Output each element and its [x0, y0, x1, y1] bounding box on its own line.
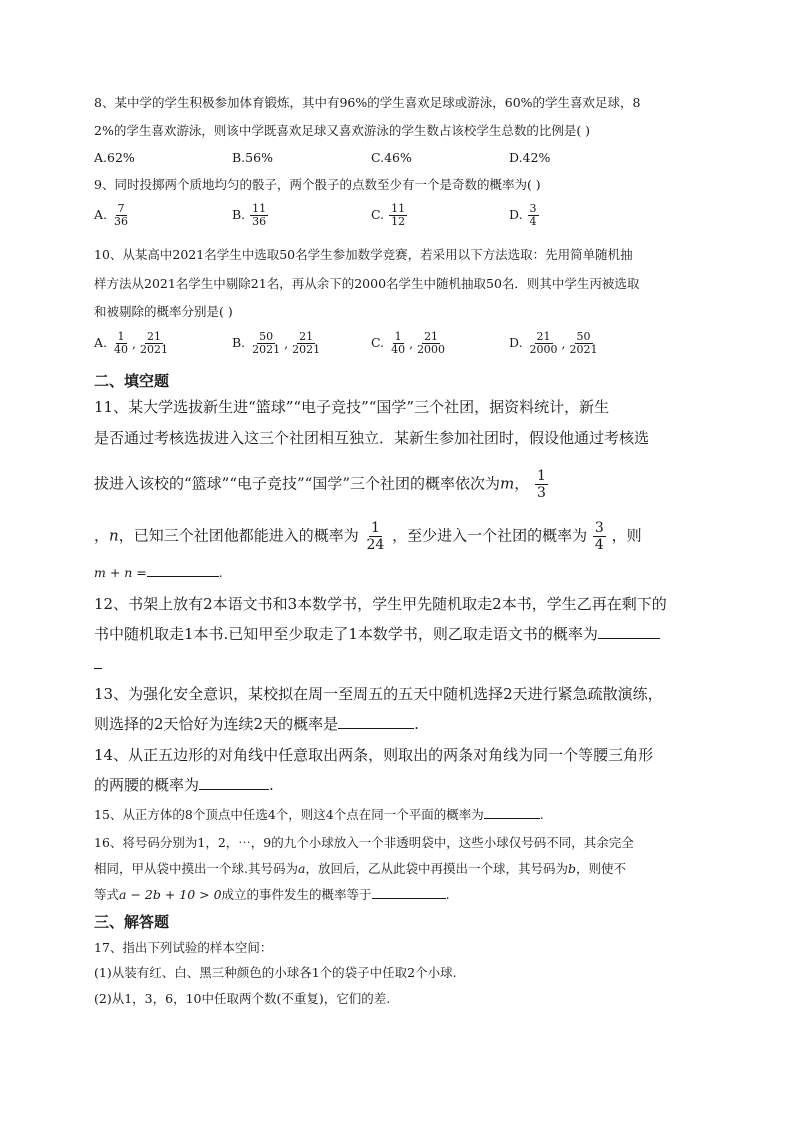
- option-label: A.: [94, 207, 108, 222]
- q10-line1: 10、从某高中2021名学生中选取50名学生参加数学竞赛，若采用以下方法选取：先用简单随机抽: [94, 247, 633, 262]
- q11-line2: 是否通过考核选拔进入这三个社团相互独立．某新生参加社团时，假设他通过考核选: [94, 429, 650, 447]
- section-heading-fill-in: 二、填空题: [94, 372, 170, 390]
- denominator: 12: [391, 215, 406, 228]
- q16-line2: 相同，甲从袋中摸出一个球.其号码为a，放回后，乙从此袋中再摸出一个球，其号码为b，则使不: [94, 861, 626, 876]
- q9-option-a: [94, 203, 131, 228]
- comma: ,: [561, 336, 566, 351]
- q13-line2: 则选择的2天恰好为连续2天的概率是 .: [94, 715, 419, 733]
- q16-line1: 16、将号码分别为1，2，⋯，9的九个小球放入一个非透明袋中，这些小球仅号码不同，其余完全: [94, 835, 634, 850]
- numerator: 21: [424, 330, 439, 343]
- fraction: [364, 520, 386, 553]
- q8-option-b: B.56%: [232, 150, 273, 165]
- q10-option-b: [232, 331, 323, 356]
- fraction: [290, 331, 322, 356]
- q8-line1: 8、某中学的学生积极参加体育锻炼，其中有96%的学生喜欢足球或游泳，60%的学生喜欢足球，8: [94, 95, 641, 110]
- denominator: 36: [252, 215, 267, 228]
- q11-line5: m + n = .: [94, 565, 223, 580]
- option-label: C.: [371, 207, 385, 222]
- option-label: C.: [371, 335, 385, 350]
- q9-option-d: [509, 203, 540, 228]
- denominator: 36: [114, 215, 128, 228]
- denominator: 40: [391, 343, 406, 356]
- denominator: 4: [594, 537, 604, 553]
- var-a: a: [297, 861, 306, 876]
- q11-line1: 11、某大学选拔新生进“篮球”“电子竞技”“国学”三个社团，据资料统计，新生: [94, 398, 610, 416]
- denominator: 2021: [569, 343, 598, 356]
- fraction: [112, 203, 130, 228]
- q9-option-c: [371, 203, 408, 228]
- option-label: D.: [509, 207, 523, 222]
- fraction: [138, 331, 170, 356]
- q10-line2: 样方法从2021名学生中剔除21名，再从余下的2000名学生中随机抽取50名．则其中学生丙被选取: [94, 276, 640, 291]
- denominator: 40: [114, 343, 128, 356]
- q8-line2: 2%的学生喜欢游泳，则该中学既喜欢足球又喜欢游泳的学生数占该校学生总数的比例是( ): [94, 123, 591, 138]
- fraction: [568, 331, 600, 356]
- option-label: A.: [94, 335, 108, 350]
- q14-line1: 14、从正五边形的对角线中任意取出两条，则取出的两条对角线为同一个等腰三角形: [94, 746, 654, 764]
- fraction: [250, 331, 282, 356]
- section-heading-solutions: 三、解答题: [94, 913, 170, 931]
- inequality: a − 2b + 10 > 0: [119, 887, 222, 902]
- q17-line3: (2)从1，3，6，10中任取两个数(不重复)，它们的差.: [94, 991, 391, 1006]
- q8-option-a: A.62%: [94, 150, 135, 165]
- numerator: 50: [576, 330, 591, 343]
- q10-option-d: [509, 331, 601, 356]
- var-m: m: [500, 474, 515, 493]
- numerator: 21: [299, 330, 314, 343]
- q17-line1: 17、指出下列试验的样本空间：: [94, 940, 273, 955]
- answer-blank: [598, 637, 660, 639]
- fraction: [593, 520, 606, 553]
- q9-option-b: [232, 203, 269, 228]
- answer-blank: [484, 817, 540, 819]
- denominator: 2021: [139, 343, 168, 356]
- q15-line1: 15、从正方体的8个顶点中任选4个，则这4个点在同一个平面的概率为 .: [94, 807, 544, 822]
- denominator: 2021: [292, 343, 321, 356]
- q12-line1: 12、书架上放有2本语文书和3本数学书，学生甲先随机取走2本书，学生乙再在剩下的: [94, 595, 667, 613]
- fraction: [528, 331, 560, 356]
- q12-line2: 书中随机取走1本书.已知甲至少取走了1本数学书，则乙取走语文书的概率为: [94, 624, 700, 644]
- numerator: 3: [594, 520, 604, 536]
- denominator: 2021: [252, 343, 281, 356]
- var-n: n: [109, 526, 119, 545]
- q8-option-c: C.46%: [371, 150, 412, 165]
- q14-line2: 的两腰的概率为 .: [94, 776, 274, 794]
- q11-line4: ，n，已知三个社团他都能进入的概率为 $\frac{1}{24}$ ，至少进入一个社团的概率为 $\frac{3}{4}$ ，则: [94, 520, 642, 553]
- var-b: b: [567, 861, 576, 876]
- numerator: 11: [252, 202, 267, 215]
- comma: ,: [284, 336, 289, 351]
- fraction: [389, 203, 407, 228]
- comma: ,: [132, 336, 136, 351]
- numerator: 21: [146, 330, 161, 343]
- answer-blank: [338, 727, 414, 729]
- q10-option-c: [371, 331, 448, 356]
- answer-blank: [147, 575, 219, 577]
- q13-line1: 13、为强化安全意识，某校拟在周一至周五的五天中随机选择2天进行紧急疏散演练，: [94, 685, 663, 703]
- answer-blank: [372, 897, 446, 899]
- q9-text: 9、同时投掷两个质地均匀的骰子，两个骰子的点数至少有一个是奇数的概率为( ): [94, 177, 541, 192]
- q16-line3: 等式a − 2b + 10 > 0成立的事件发生的概率等于 .: [94, 887, 450, 902]
- option-label: B.: [232, 335, 246, 350]
- fraction: [535, 468, 548, 501]
- q11-line3: 拔进入该校的“篮球”“电子竞技”“国学”三个社团的概率依次为m， $\frac{1}{3}$: [94, 468, 546, 501]
- fraction: [250, 203, 268, 228]
- numerator: 1: [370, 520, 380, 536]
- denominator: 24: [366, 537, 385, 553]
- numerator: 3: [529, 202, 537, 215]
- q17-line2: (1)从装有红、白、黑三种颜色的小球各1个的袋子中任取2个小球.: [94, 965, 457, 980]
- denominator: 2000: [417, 343, 446, 356]
- answer-blank: [94, 667, 102, 669]
- numerator: 7: [117, 202, 125, 215]
- numerator: 21: [536, 330, 551, 343]
- fraction: [528, 203, 539, 228]
- numerator: 50: [259, 330, 274, 343]
- fraction: [112, 331, 130, 356]
- denominator: 3: [537, 485, 546, 501]
- q8-option-d: D.42%: [509, 150, 551, 165]
- q10-line3: 和被剔除的概率分别是( ): [94, 304, 233, 319]
- comma: ,: [409, 336, 414, 351]
- fraction: [389, 331, 407, 356]
- numerator: 11: [391, 202, 406, 215]
- q12-line3: [94, 654, 700, 674]
- numerator: 1: [394, 330, 402, 343]
- fraction: [415, 331, 447, 356]
- option-label: B.: [232, 207, 246, 222]
- denominator: 2000: [529, 343, 558, 356]
- numerator: 1: [537, 468, 546, 484]
- answer-blank: [199, 788, 269, 790]
- numerator: 1: [117, 330, 125, 343]
- denominator: 4: [529, 215, 537, 228]
- q10-option-a: [94, 331, 171, 356]
- option-label: D.: [509, 335, 523, 350]
